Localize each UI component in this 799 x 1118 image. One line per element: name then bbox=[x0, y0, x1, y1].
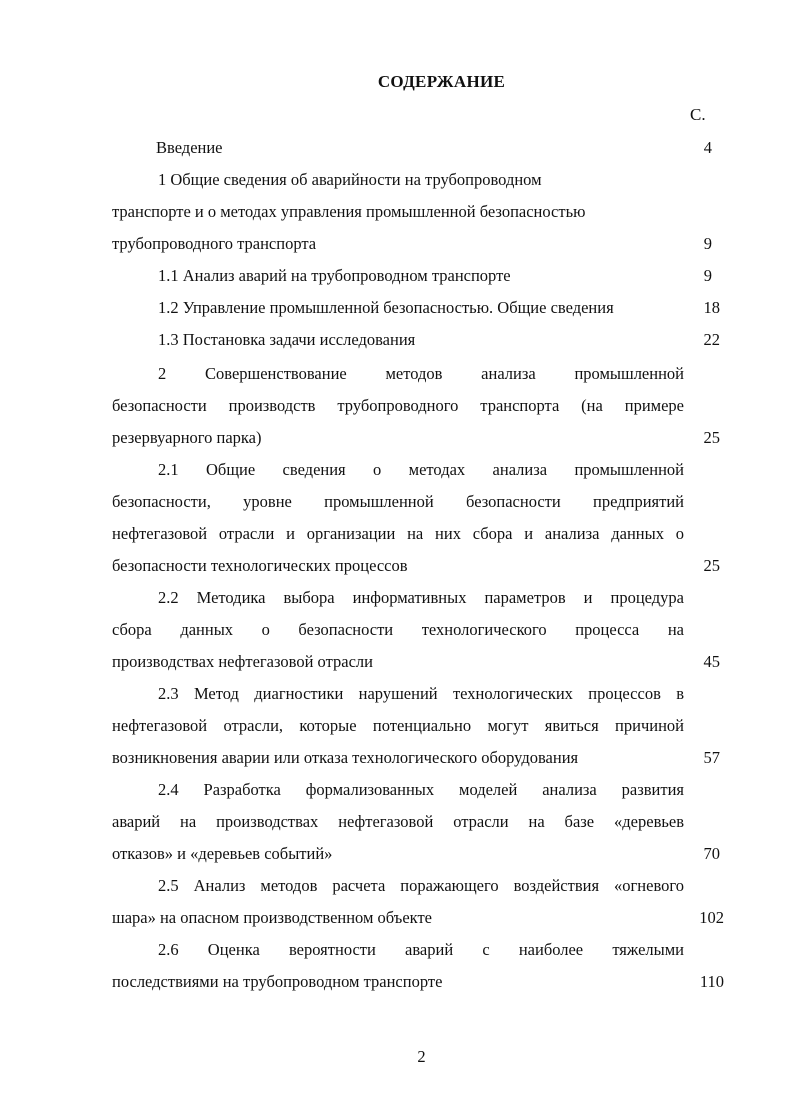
toc-entry-text: транспорте и о методах управления промышленной безопасностью bbox=[112, 202, 586, 221]
toc-entry-page: 25 bbox=[703, 556, 720, 575]
toc-entry-text: резервуарного парка) bbox=[112, 428, 262, 447]
toc-entry-page: 4 bbox=[703, 138, 712, 157]
toc-entry-text: 2.4 Разработка формализованных моделей анализа развития bbox=[158, 780, 684, 799]
toc-entry-text: 2 Совершенствование методов анализа промышленной bbox=[158, 364, 684, 383]
toc-entry-text: 1.2 Управление промышленной безопасностью. Общие сведения bbox=[158, 298, 614, 317]
page-title: СОДЕРЖАНИЕ bbox=[377, 72, 506, 91]
toc-entry-text: 1.3 Постановка задачи исследования bbox=[158, 330, 416, 349]
toc-entry-text: 1.1 Анализ аварий на трубопроводном транспорте bbox=[158, 266, 511, 285]
toc-entry-text: отказов» и «деревьев событий» bbox=[112, 844, 333, 863]
toc-entry-page: 45 bbox=[703, 652, 720, 671]
toc-entry-text: трубопроводного транспорта bbox=[112, 234, 317, 253]
toc-entry-page: 57 bbox=[703, 748, 720, 767]
toc-entry-text: 1 Общие сведения об аварийности на трубопроводном bbox=[158, 170, 542, 189]
toc-entry-page: 18 bbox=[703, 298, 720, 317]
footer-page-number: 2 bbox=[417, 1047, 426, 1066]
toc-entry-text: последствиями на трубопроводном транспорте bbox=[112, 972, 443, 991]
toc-entry-page: 25 bbox=[703, 428, 720, 447]
toc-entry-text: нефтегазовой отрасли, которые потенциально могут явиться причиной bbox=[112, 716, 684, 735]
toc-entry-text: сбора данных о безопасности технологического процесса на bbox=[112, 620, 684, 639]
toc-entry-text: безопасности технологических процессов bbox=[112, 556, 408, 575]
toc-entry-text: Введение bbox=[156, 138, 223, 157]
toc-entry-page: 9 bbox=[703, 266, 712, 285]
toc-entry-text: безопасности производств трубопроводного транспорта (на примере bbox=[112, 396, 684, 415]
toc-entry-text: возникновения аварии или отказа технологического оборудования bbox=[112, 748, 579, 767]
toc-entry-text: нефтегазовой отрасли и организации на них сбора и анализа данных о bbox=[112, 524, 684, 543]
toc-entry-text: 2.2 Методика выбора информативных параметров и процедура bbox=[158, 588, 684, 607]
toc-entry-text: 2.3 Метод диагностики нарушений технологических процессов в bbox=[158, 684, 684, 703]
toc-entry-text: 2.1 Общие сведения о методах анализа промышленной bbox=[158, 460, 684, 479]
toc-entry-page: 110 bbox=[699, 972, 724, 991]
page-column-label: С. bbox=[690, 105, 706, 124]
toc-entry-page: 9 bbox=[703, 234, 712, 253]
toc-entry-text: 2.5 Анализ методов расчета поражающего воздействия «огневого bbox=[158, 876, 684, 895]
toc-entry-text: производствах нефтегазовой отрасли bbox=[112, 652, 373, 671]
toc-entry-text: аварий на производствах нефтегазовой отрасли на базе «деревьев bbox=[112, 812, 684, 831]
toc-entry-page: 22 bbox=[703, 330, 720, 349]
toc-entry-text: 2.6 Оценка вероятности аварий с наиболее тяжелыми bbox=[158, 940, 684, 959]
toc-entry-text: безопасности, уровне промышленной безопасности предприятий bbox=[112, 492, 684, 511]
toc-entry-page: 70 bbox=[703, 844, 720, 863]
toc-entry-text: шара» на опасном производственном объекте bbox=[112, 908, 432, 927]
toc-entry-page: 102 bbox=[699, 908, 724, 927]
